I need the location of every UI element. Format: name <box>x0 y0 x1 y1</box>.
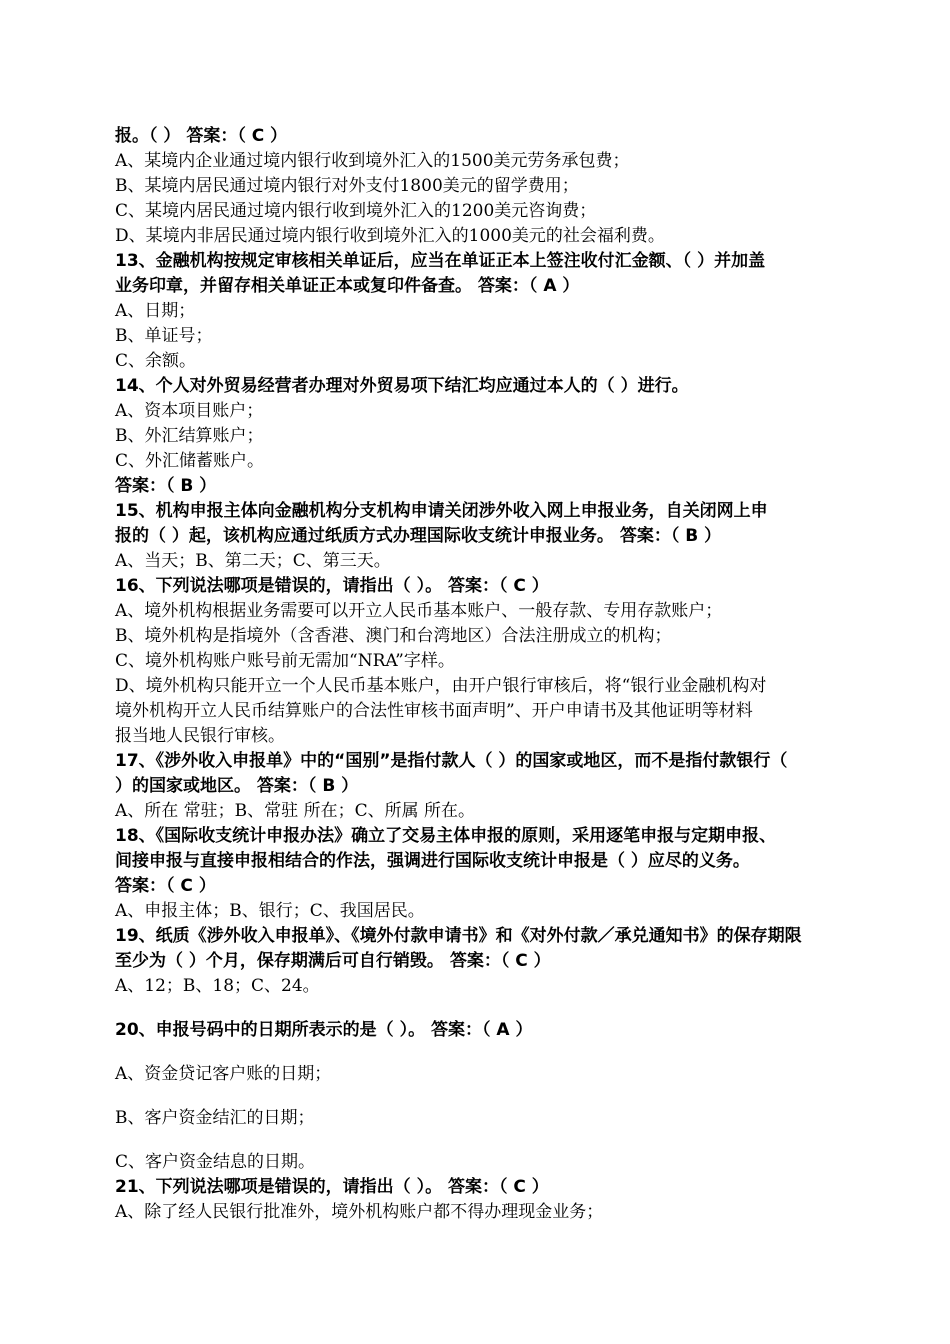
question-line: 19、纸质《涉外收入申报单》、《境外付款申请书》和《对外付款／承兑通知书》的保存期限 <box>115 926 802 946</box>
option-line: B、外汇结算账户； <box>115 426 264 446</box>
blank-gap <box>115 1087 838 1106</box>
question-line: 15、机构申报主体向金融机构分支机构申请关闭涉外收入网上申报业务，自关闭网上申 <box>115 501 768 521</box>
option-line: B、境外机构是指境外（含香港、澳门和台湾地区）合法注册成立的机构； <box>115 626 672 646</box>
question-line: 报。（ ） 答案：（ C ） <box>115 126 288 146</box>
option-line: C、外汇储蓄账户。 <box>115 451 265 471</box>
question-line: 20、申报号码中的日期所表示的是（ ）。 答案：（ A ） <box>115 1020 533 1040</box>
question-line: 业务印章，并留存相关单证正本或复印件备查。 答案：（ A ） <box>115 276 580 296</box>
question-line: 间接申报与直接申报相结合的作法，强调进行国际收支统计申报是（ ）应尽的义务。 <box>115 851 750 871</box>
option-line: A、资本项目账户； <box>115 401 264 421</box>
option-line: 报当地人民银行审核。 <box>115 726 285 746</box>
option-line: B、客户资金结汇的日期； <box>115 1108 315 1128</box>
option-line: A、日期； <box>115 301 196 321</box>
question-line: ）的国家或地区。 答案：（ B ） <box>115 776 359 796</box>
question-line: 13、金融机构按规定审核相关单证后，应当在单证正本上签注收付汇金额、（ ）并加盖 <box>115 251 766 271</box>
option-line: 境外机构开立人民币结算账户的合法性审核书面声明”、开户申请书及其他证明等材料 <box>115 701 753 721</box>
option-line: B、单证号； <box>115 326 213 346</box>
blank-gap <box>115 1131 838 1150</box>
option-line: A、除了经人民银行批准外，境外机构账户都不得办理现金业务； <box>115 1202 604 1222</box>
question-line: 16、下列说法哪项是错误的，请指出（ ）。 答案：（ C ） <box>115 576 549 596</box>
option-line: D、境外机构只能开立一个人民币基本账户，由开户银行审核后，将“银行业金融机构对 <box>115 676 767 696</box>
option-line: A、资金贷记客户账的日期； <box>115 1064 332 1084</box>
option-line: A、所在 常驻；B、常驻 所在；C、所属 所在。 <box>115 801 475 821</box>
option-line: A、12；B、18；C、24。 <box>115 976 320 996</box>
option-line: A、当天；B、第二天；C、第三天。 <box>115 551 391 571</box>
option-line: C、客户资金结息的日期。 <box>115 1152 316 1172</box>
question-line: 至少为（ ）个月，保存期满后可自行销毁。 答案：（ C ） <box>115 951 551 971</box>
option-line: A、申报主体；B、银行；C、我国居民。 <box>115 901 425 921</box>
option-line: A、某境内企业通过境内银行收到境外汇入的1500美元劳务承包费； <box>115 151 630 171</box>
option-line: C、境外机构账户账号前无需加“NRA”字样。 <box>115 651 455 671</box>
option-line: A、境外机构根据业务需要可以开立人民币基本账户、一般存款、专用存款账户； <box>115 601 723 621</box>
option-line: B、某境内居民通过境内银行对外支付1800美元的留学费用； <box>115 176 579 196</box>
question-line: 17、《涉外收入申报单》中的“国别”是指付款人（ ）的国家或地区，而不是指付款银行（ <box>115 751 788 771</box>
blank-gap <box>115 999 838 1018</box>
blank-gap <box>115 1043 838 1062</box>
question-line: 答案：（ B ） <box>115 476 217 496</box>
question-line: 21、下列说法哪项是错误的，请指出（ ）。 答案：（ C ） <box>115 1177 549 1197</box>
option-line: C、余额。 <box>115 351 197 371</box>
question-line: 14、个人对外贸易经营者办理对外贸易项下结汇均应通过本人的（ ）进行。 <box>115 376 689 396</box>
question-line: 18、《国际收支统计申报办法》确立了交易主体申报的原则，采用逐笔申报与定期申报、 <box>115 826 777 846</box>
option-line: D、某境内非居民通过境内银行收到境外汇入的1000美元的社会福利费。 <box>115 226 665 246</box>
question-line: 答案：（ C ） <box>115 876 216 896</box>
question-line: 报的（ ）起，该机构应通过纸质方式办理国际收支统计申报业务。 答案：（ B ） <box>115 526 722 546</box>
option-line: C、某境内居民通过境内银行收到境外汇入的1200美元咨询费； <box>115 201 597 221</box>
